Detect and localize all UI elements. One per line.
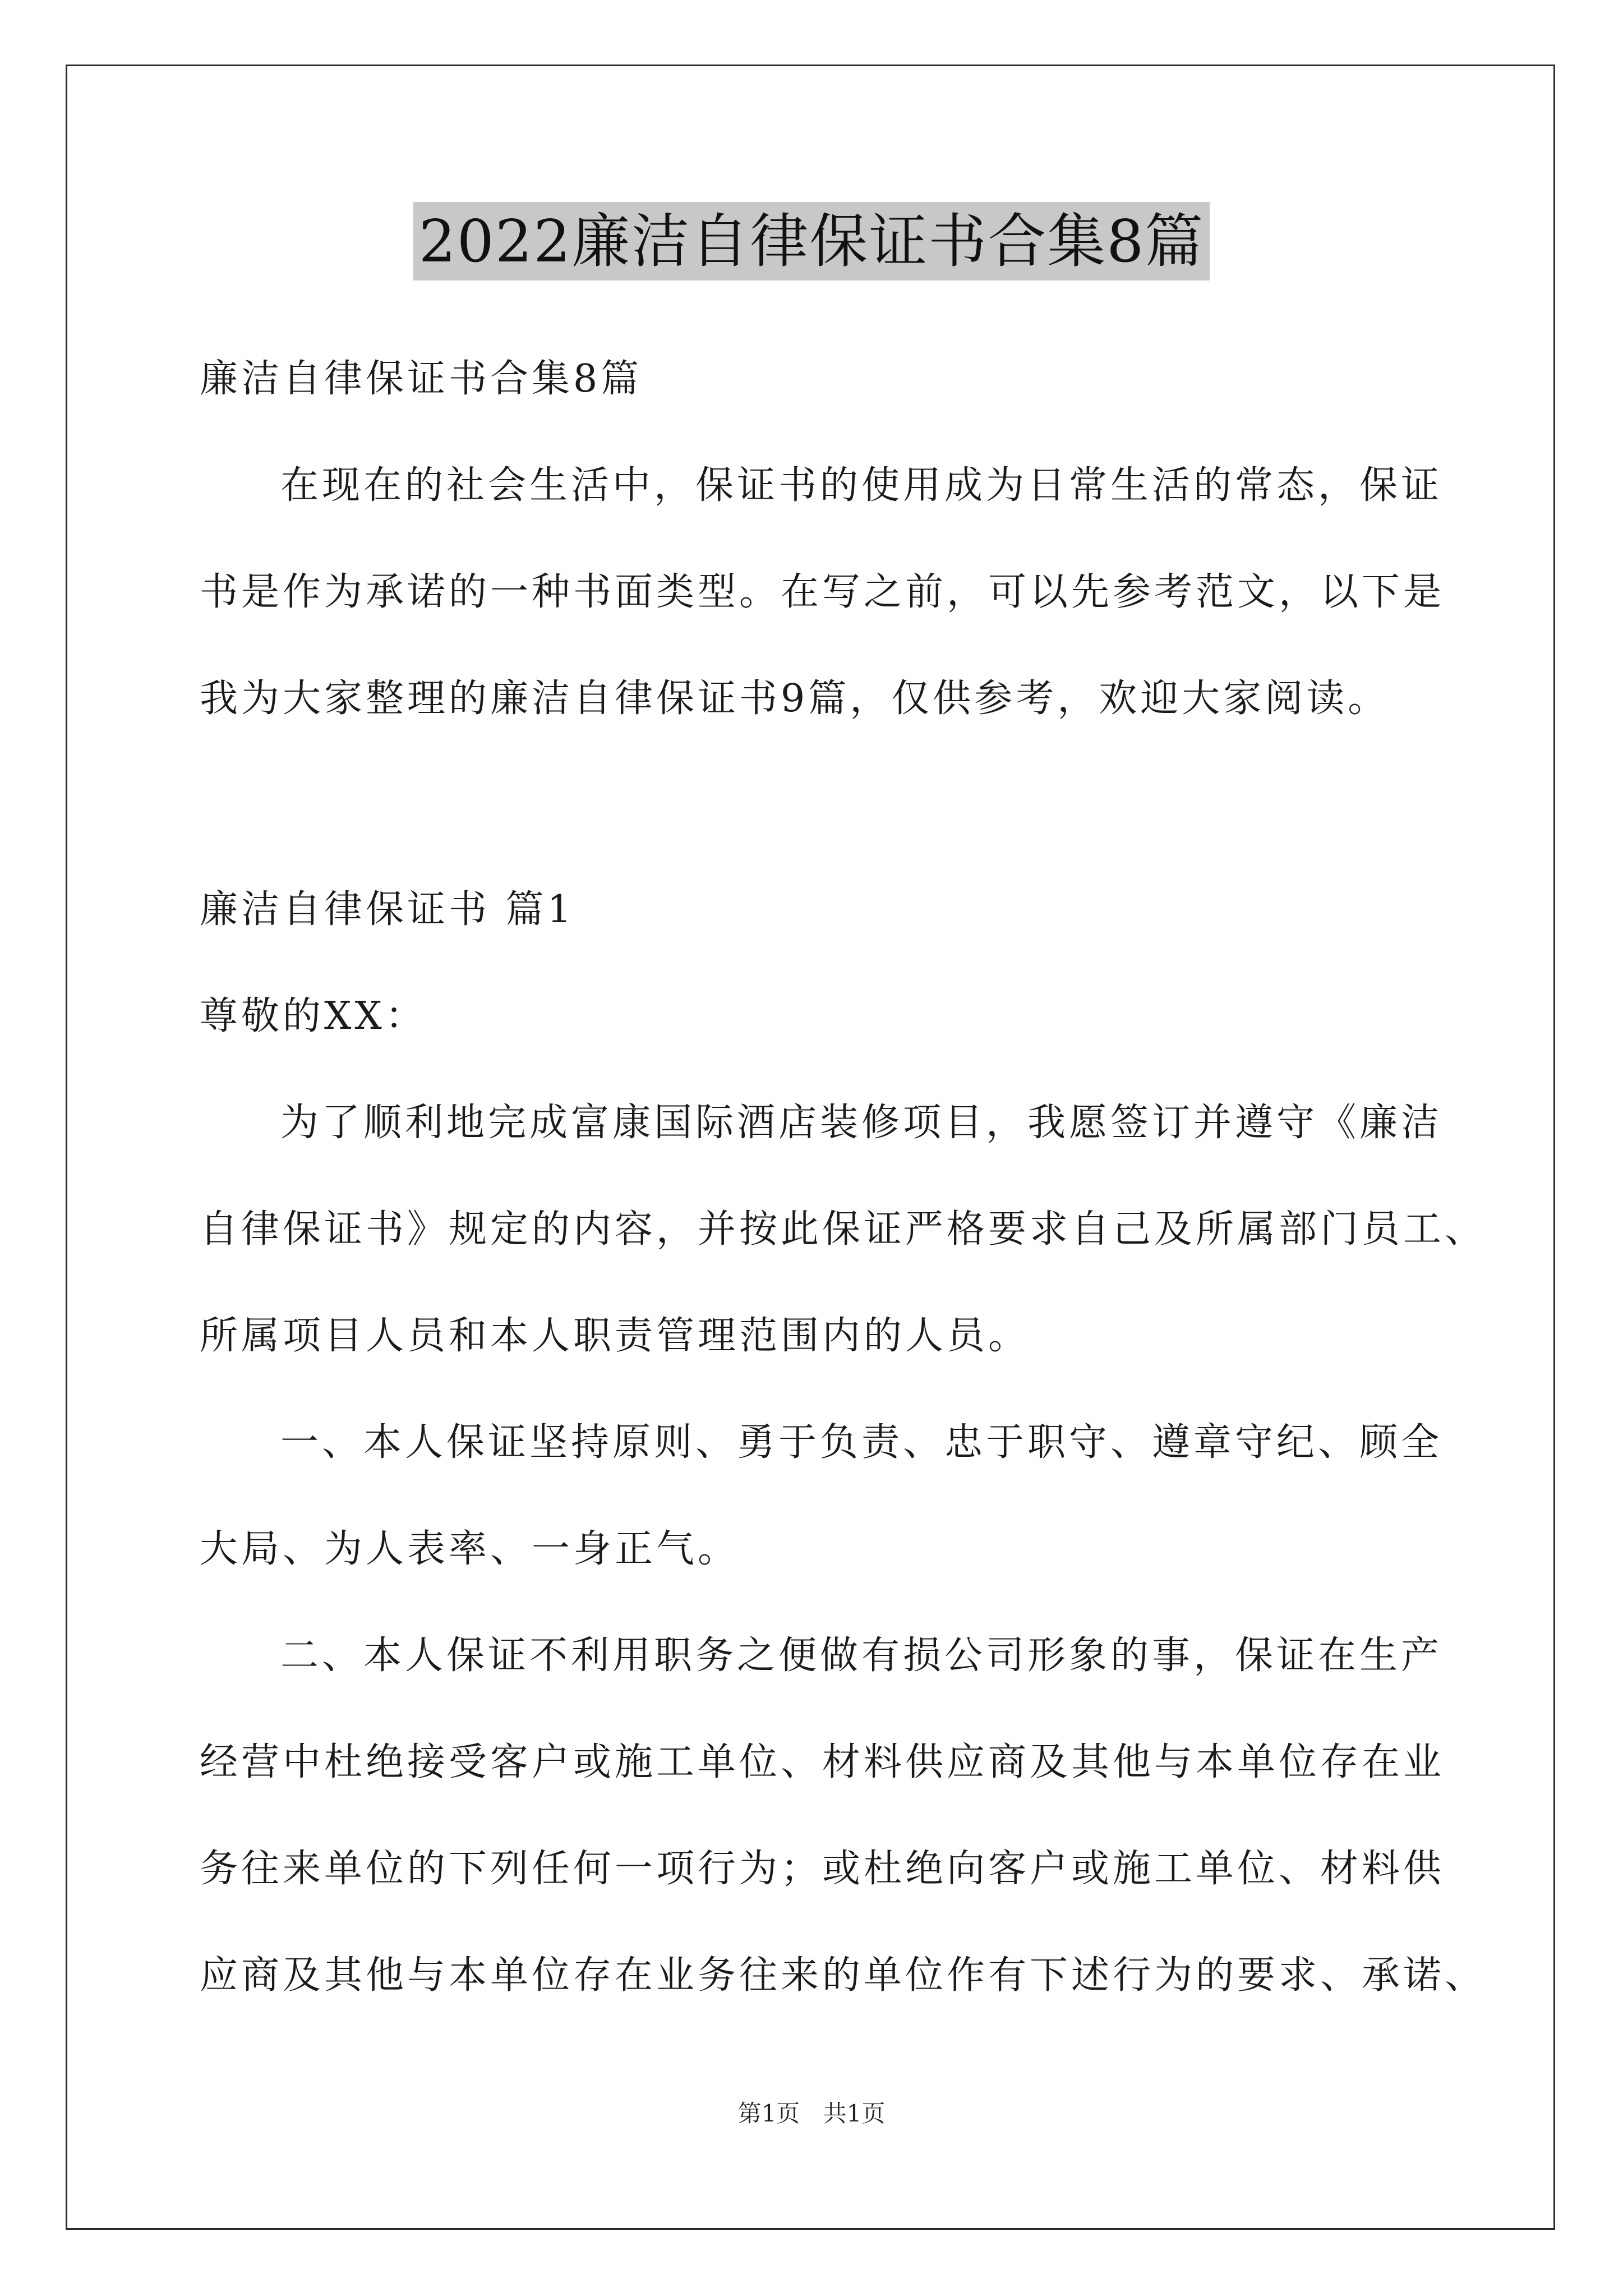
para1-line-3: 所属项目人员和本人职责管理范围内的人员。 xyxy=(200,1314,1030,1358)
subtitle: 廉洁自律保证书合集8篇 xyxy=(200,357,643,401)
document-title: 2022廉洁自律保证书合集8篇 xyxy=(413,202,1210,280)
para1-line-1: 为了顺利地完成富康国际酒店装修项目，我愿签订并遵守《廉洁 xyxy=(280,1101,1443,1145)
salutation: 尊敬的XX： xyxy=(200,994,427,1038)
para3-line-1: 二、本人保证不利用职务之便做有损公司形象的事，保证在生产 xyxy=(280,1634,1443,1678)
para3-line-4: 应商及其他与本单位存在业务往来的单位作有下述行为的要求、承诺、 xyxy=(200,1953,1487,1998)
page-total: 共1页 xyxy=(823,2100,886,2127)
intro-line-2: 书是作为承诺的一种书面类型。在写之前，可以先参考范文，以下是 xyxy=(200,570,1445,614)
title-container xyxy=(0,202,1623,280)
para3-line-3: 务往来单位的下列任何一项行为；或杜绝向客户或施工单位、材料供 xyxy=(200,1847,1445,1891)
intro-line-3: 我为大家整理的廉洁自律保证书9篇，仅供参考，欢迎大家阅读。 xyxy=(200,677,1390,721)
para3-line-2: 经营中杜绝接受客户或施工单位、材料供应商及其他与本单位存在业 xyxy=(200,1740,1445,1784)
para2-line-1: 一、本人保证坚持原则、勇于负责、忠于职守、遵章守纪、顾全 xyxy=(280,1420,1443,1465)
intro-line-1: 在现在的社会生活中，保证书的使用成为日常生活的常态，保证 xyxy=(280,463,1443,508)
section-heading: 廉洁自律保证书 篇1 xyxy=(200,887,575,932)
page-number: 第1页 xyxy=(737,2100,800,2127)
para2-line-2: 大局、为人表率、一身正气。 xyxy=(200,1527,740,1571)
page-footer xyxy=(0,2099,1623,2128)
para1-line-2: 自律保证书》规定的内容，并按此保证严格要求自己及所属部门员工、 xyxy=(200,1207,1487,1251)
